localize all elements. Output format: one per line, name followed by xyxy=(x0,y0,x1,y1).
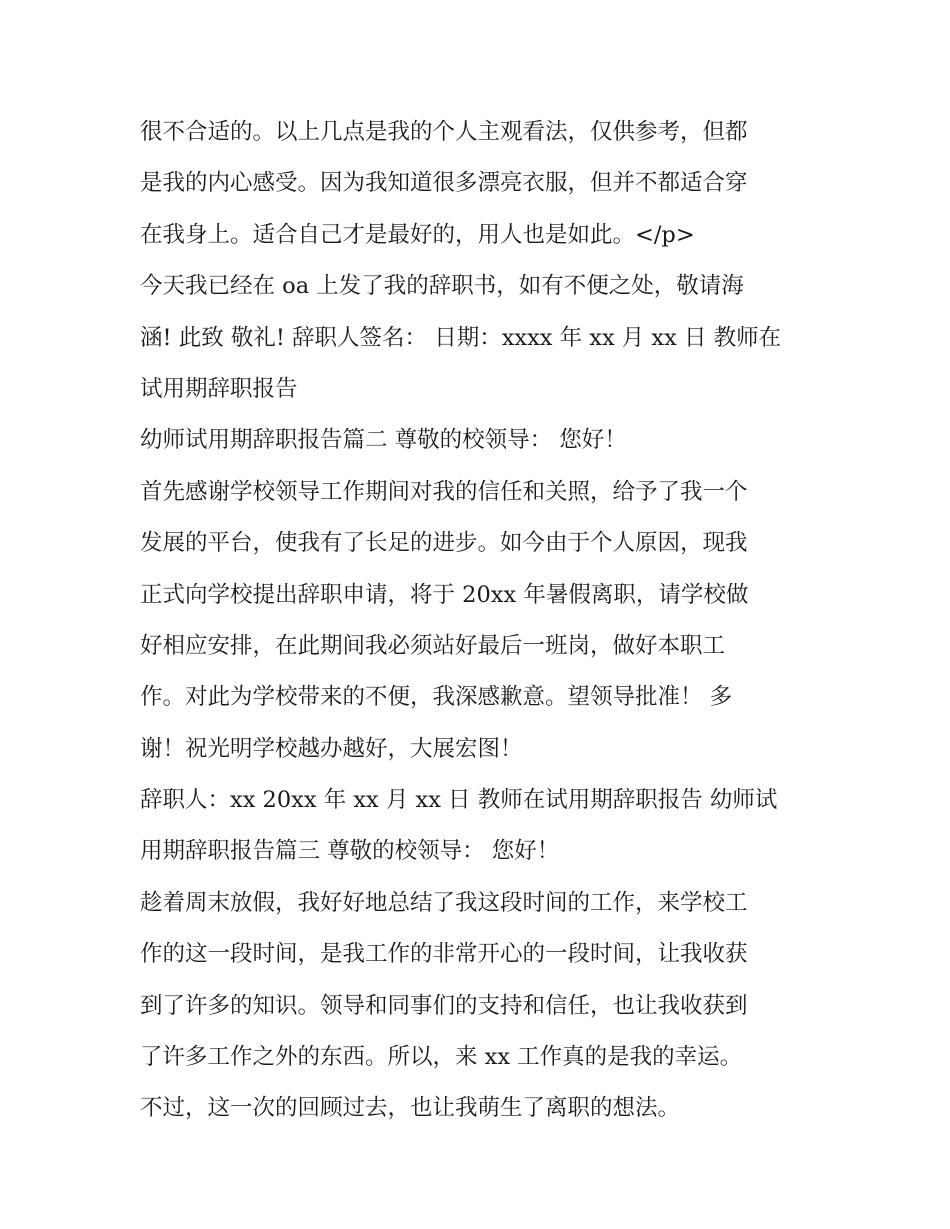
text-line: 用期辞职报告篇三 尊敬的校领导： 您好！ xyxy=(140,838,560,865)
text-line: 谢！祝光明学校越办越好，大展宏图！ xyxy=(140,735,523,762)
text-line: 正式向学校提出辞职申请，将于 20xx 年暑假离职，请学校做 xyxy=(140,581,749,608)
text-line: 不过，这一次的回顾过去，也让我萌生了离职的想法。 xyxy=(140,1095,681,1122)
text-line: 首先感谢学校领导工作期间对我的信任和关照，给予了我一个 xyxy=(140,478,748,505)
text-line: 作的这一段时间，是我工作的非常开心的一段时间，让我收获 xyxy=(140,941,748,968)
paragraph-6 xyxy=(140,878,812,1084)
text-line: 发展的平台，使我有了长足的进步。如今由于个人原因，现我 xyxy=(140,530,748,557)
text-line: 作。对此为学校带来的不便，我深感歉意。望领导批准！ 多 xyxy=(140,684,733,711)
document-body xyxy=(140,107,812,1135)
text-line: 在我身上。适合自己才是最好的，用人也是如此。</p> xyxy=(140,221,695,248)
text-line: 趁着周末放假，我好好地总结了我这段时间的工作，来学校工 xyxy=(140,889,748,916)
paragraph-7 xyxy=(140,1083,812,1134)
text-line: 幼师试用期辞职报告篇二 尊敬的校领导： 您好！ xyxy=(140,427,627,454)
paragraph-2 xyxy=(140,261,812,415)
paragraph-5 xyxy=(140,775,812,878)
text-line: 辞职人：xx 20xx 年 xx 月 xx 日 教师在试用期辞职报告 幼师试 xyxy=(140,787,778,814)
paragraph-3-heading xyxy=(140,415,812,466)
text-line: 好相应安排，在此期间我必须站好最后一班岗，做好本职工 xyxy=(140,632,726,659)
paragraph-1 xyxy=(140,107,812,261)
text-line: 涵! 此致 敬礼! 辞职人签名： 日期：xxxx 年 xx 月 xx 日 教师在 xyxy=(140,324,782,351)
text-line: 到了许多的知识。领导和同事们的支持和信任，也让我收获到 xyxy=(140,992,748,1019)
text-line: 了许多工作之外的东西。所以，来 xx 工作真的是我的幸运。 xyxy=(140,1044,743,1071)
text-line: 很不合适的。以上几点是我的个人主观看法，仅供参考，但都 xyxy=(140,119,748,145)
text-line: 试用期辞职报告 xyxy=(140,375,298,402)
paragraph-4 xyxy=(140,467,812,775)
text-line: 今天我已经在 oa 上发了我的辞职书，如有不便之处，敬请海 xyxy=(140,273,744,300)
text-line: 是我的内心感受。因为我知道很多漂亮衣服，但并不都适合穿 xyxy=(140,170,748,197)
